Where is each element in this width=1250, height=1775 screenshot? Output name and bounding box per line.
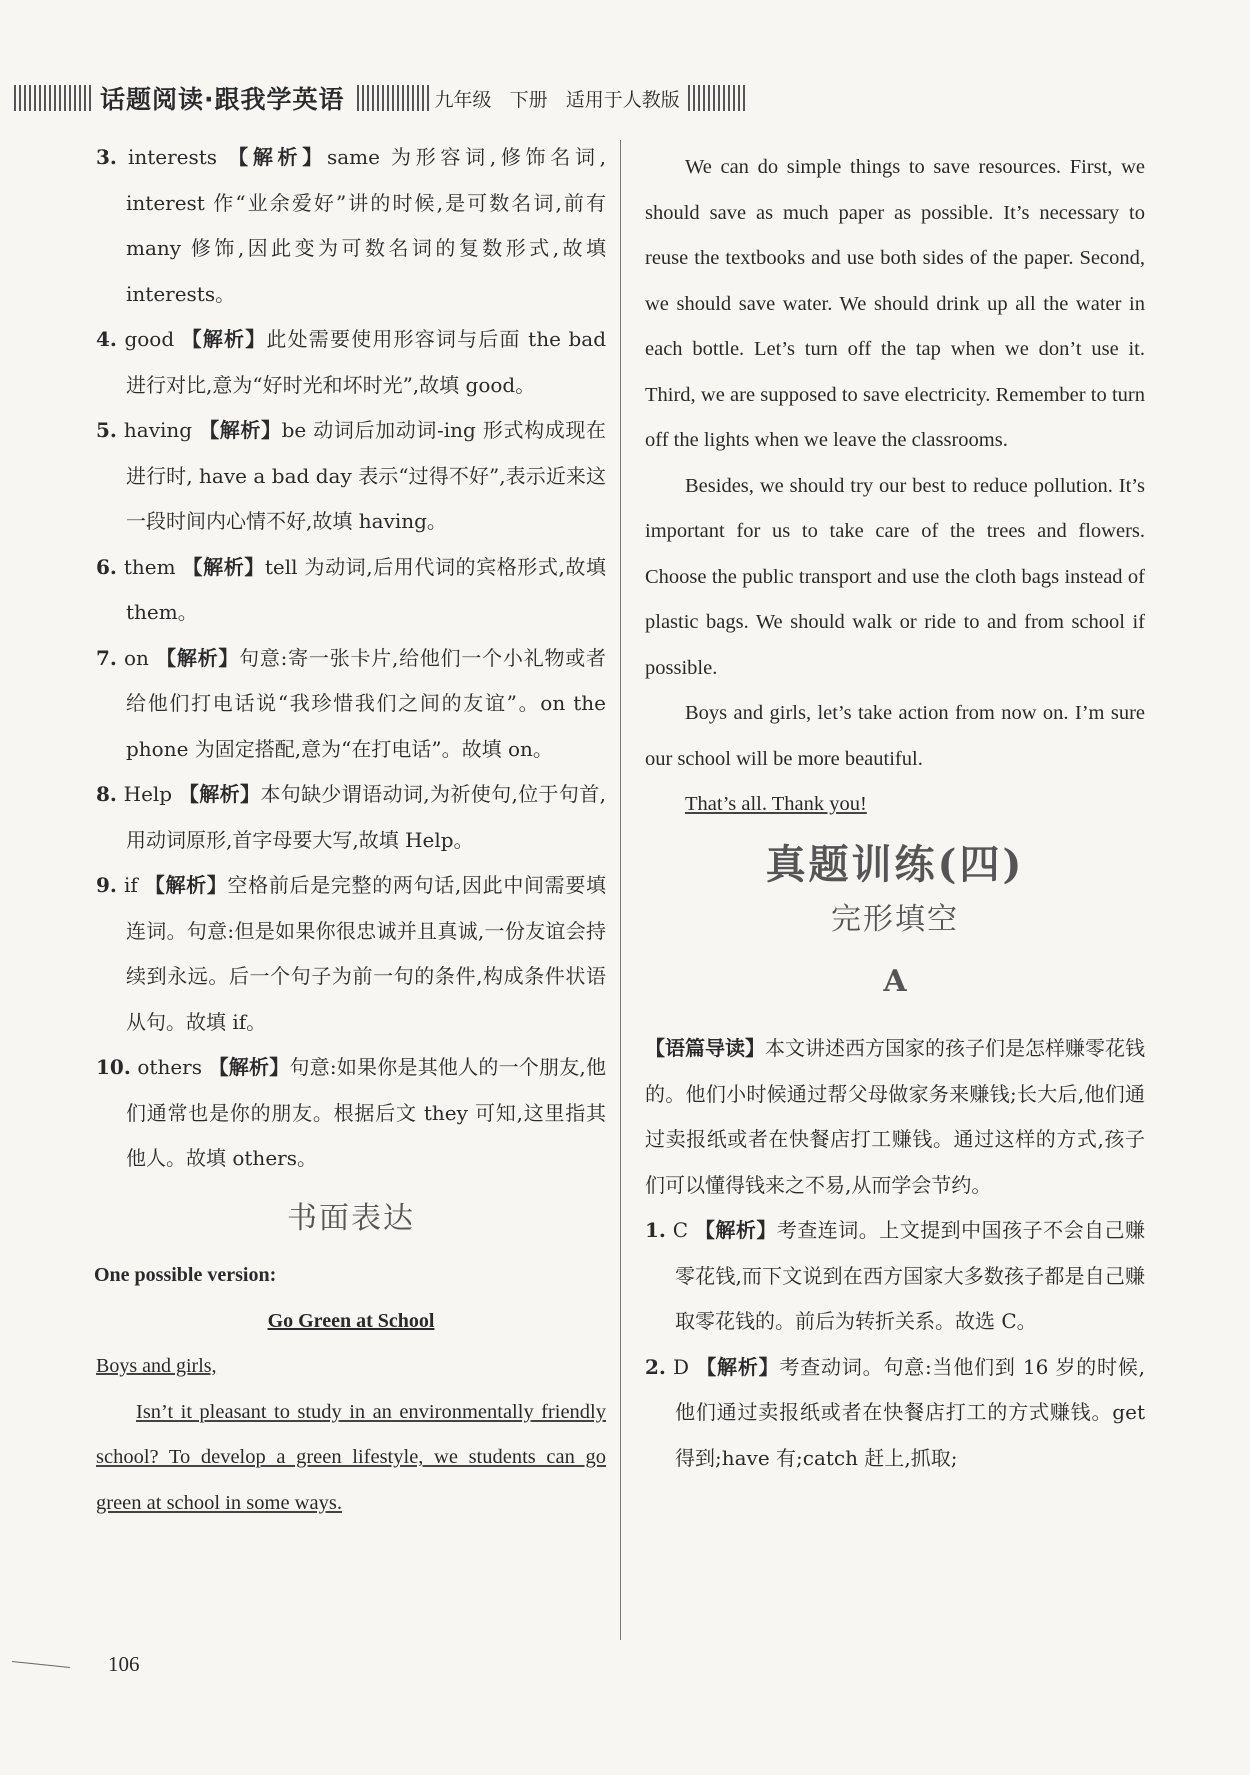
column-divider <box>620 140 621 1640</box>
book-grade: 九年级 下册 适用于人教版 <box>434 88 680 111</box>
essay-intro: Isn’t it pleasant to study in an environmentally friendly school? To develop a green lifestyle, we students can go green at school in some ways. <box>96 1400 606 1514</box>
exercise-title: 真题训练(四) <box>765 840 1025 888</box>
reading-guide: 【语篇导读】本文讲述西方国家的孩子们是怎样赚零花钱的。他们小时候通过帮父母做家务来赚钱;长大后,他们通过卖报纸或者在快餐店打工赚钱。通过这样的方式,孩子们可以懂得钱来之不易,从而学会节约。 <box>645 1036 1145 1197</box>
essay-paragraph: Besides, we should try our best to reduce pollution. It’s important for us to take care of the trees and flowers. Choose the public transport and use the cloth bags instead of plastic bags. We should walk or ride to and from school if possible. <box>645 474 1145 679</box>
page-number: 106 <box>108 1652 140 1676</box>
header-barcode-left <box>14 85 94 111</box>
answer-item: 6. them 【解析】tell 为动词,后用代词的宾格形式,故填 them。 <box>96 554 607 624</box>
page-header <box>14 76 804 120</box>
essay-title: Go Green at School <box>267 1309 435 1332</box>
section-title-writing: 书面表达 <box>287 1200 415 1236</box>
section-title-cloze: 完形填空 <box>831 902 959 937</box>
answer-item: 4. good 【解析】此处需要使用形容词与后面 the bad 进行对比,意为“好时光和坏时光”,故填 good。 <box>96 327 607 397</box>
answer-item: 3. interests 【解析】same 为形容词,修饰名词, interest 作“业余爱好”讲的时候,是可数名词,前有 many 修饰,因此变为可数名词的复数形式,故填 interests。 <box>96 145 607 306</box>
left-column <box>96 135 606 1526</box>
answer-item: 1. C 【解析】考查连词。上文提到中国孩子不会自己赚零花钱,而下文说到在西方国家大多数孩子都是自己赚取零花钱的。前后为转折关系。故选 C。 <box>645 1218 1146 1333</box>
essay-paragraph: Boys and girls, let’s take action from now on. I’m sure our school will be more beautiful. <box>645 702 1145 770</box>
arrow-decoration <box>12 1661 70 1668</box>
header-barcode-middle <box>357 85 429 111</box>
answer-item: 2. D 【解析】考查动词。句意:当他们到 16 岁的时候,他们通过卖报纸或者在快餐店打工的方式赚钱。get 得到;have 有;catch 赶上,抓取; <box>645 1354 1146 1470</box>
essay-greeting: Boys and girls, <box>96 1355 217 1377</box>
answer-item: 7. on 【解析】句意:寄一张卡片,给他们一个小礼物或者给他们打电话说“我珍惜我们之间的友谊”。on the phone 为固定搭配,意为“在打电话”。故填 on。 <box>96 645 606 761</box>
answer-item: 5. having 【解析】be 动词后加动词-ing 形式构成现在进行时, have a bad day 表示“过得不好”,表示近来这一段时间内心情不好,故填 having。 <box>96 418 607 533</box>
answer-item: 10. others 【解析】句意:如果你是其他人的一个朋友,他们通常也是你的朋友。根据后文 they 可知,这里指其他人。故填 others。 <box>96 1055 607 1170</box>
answer-item: 8. Help 【解析】本句缺少谓语动词,为祈使句,位于句首,用动词原形,首字母要大写,故填 Help。 <box>96 782 607 852</box>
header-barcode-right <box>688 85 748 111</box>
essay-paragraph: We can do simple things to save resources. First, we should save as much paper as possible. It’s necessary to reuse the textbooks and use both sides of the paper. Second, we should save water. We should drink up all the water in each bottle. Let’s turn off the tap when we don’t use it. Third, we are supposed to save electricity. Remember to turn off the lights when we leave the classrooms. <box>645 156 1145 451</box>
right-column <box>645 145 1145 1481</box>
book-brand: 话题阅读·跟我学英语 <box>100 85 345 114</box>
answer-item: 9. if 【解析】空格前后是完整的两句话,因此中间需要填连词。句意:但是如果你很忠诚并且真诚,一份友谊会持续到永远。后一个句子为前一句的条件,构成条件状语从句。故填 if。 <box>96 873 607 1034</box>
passage-letter: A <box>883 963 907 999</box>
essay-closing: That’s all. Thank you! <box>685 793 867 815</box>
version-label: One possible version: <box>94 1264 277 1286</box>
